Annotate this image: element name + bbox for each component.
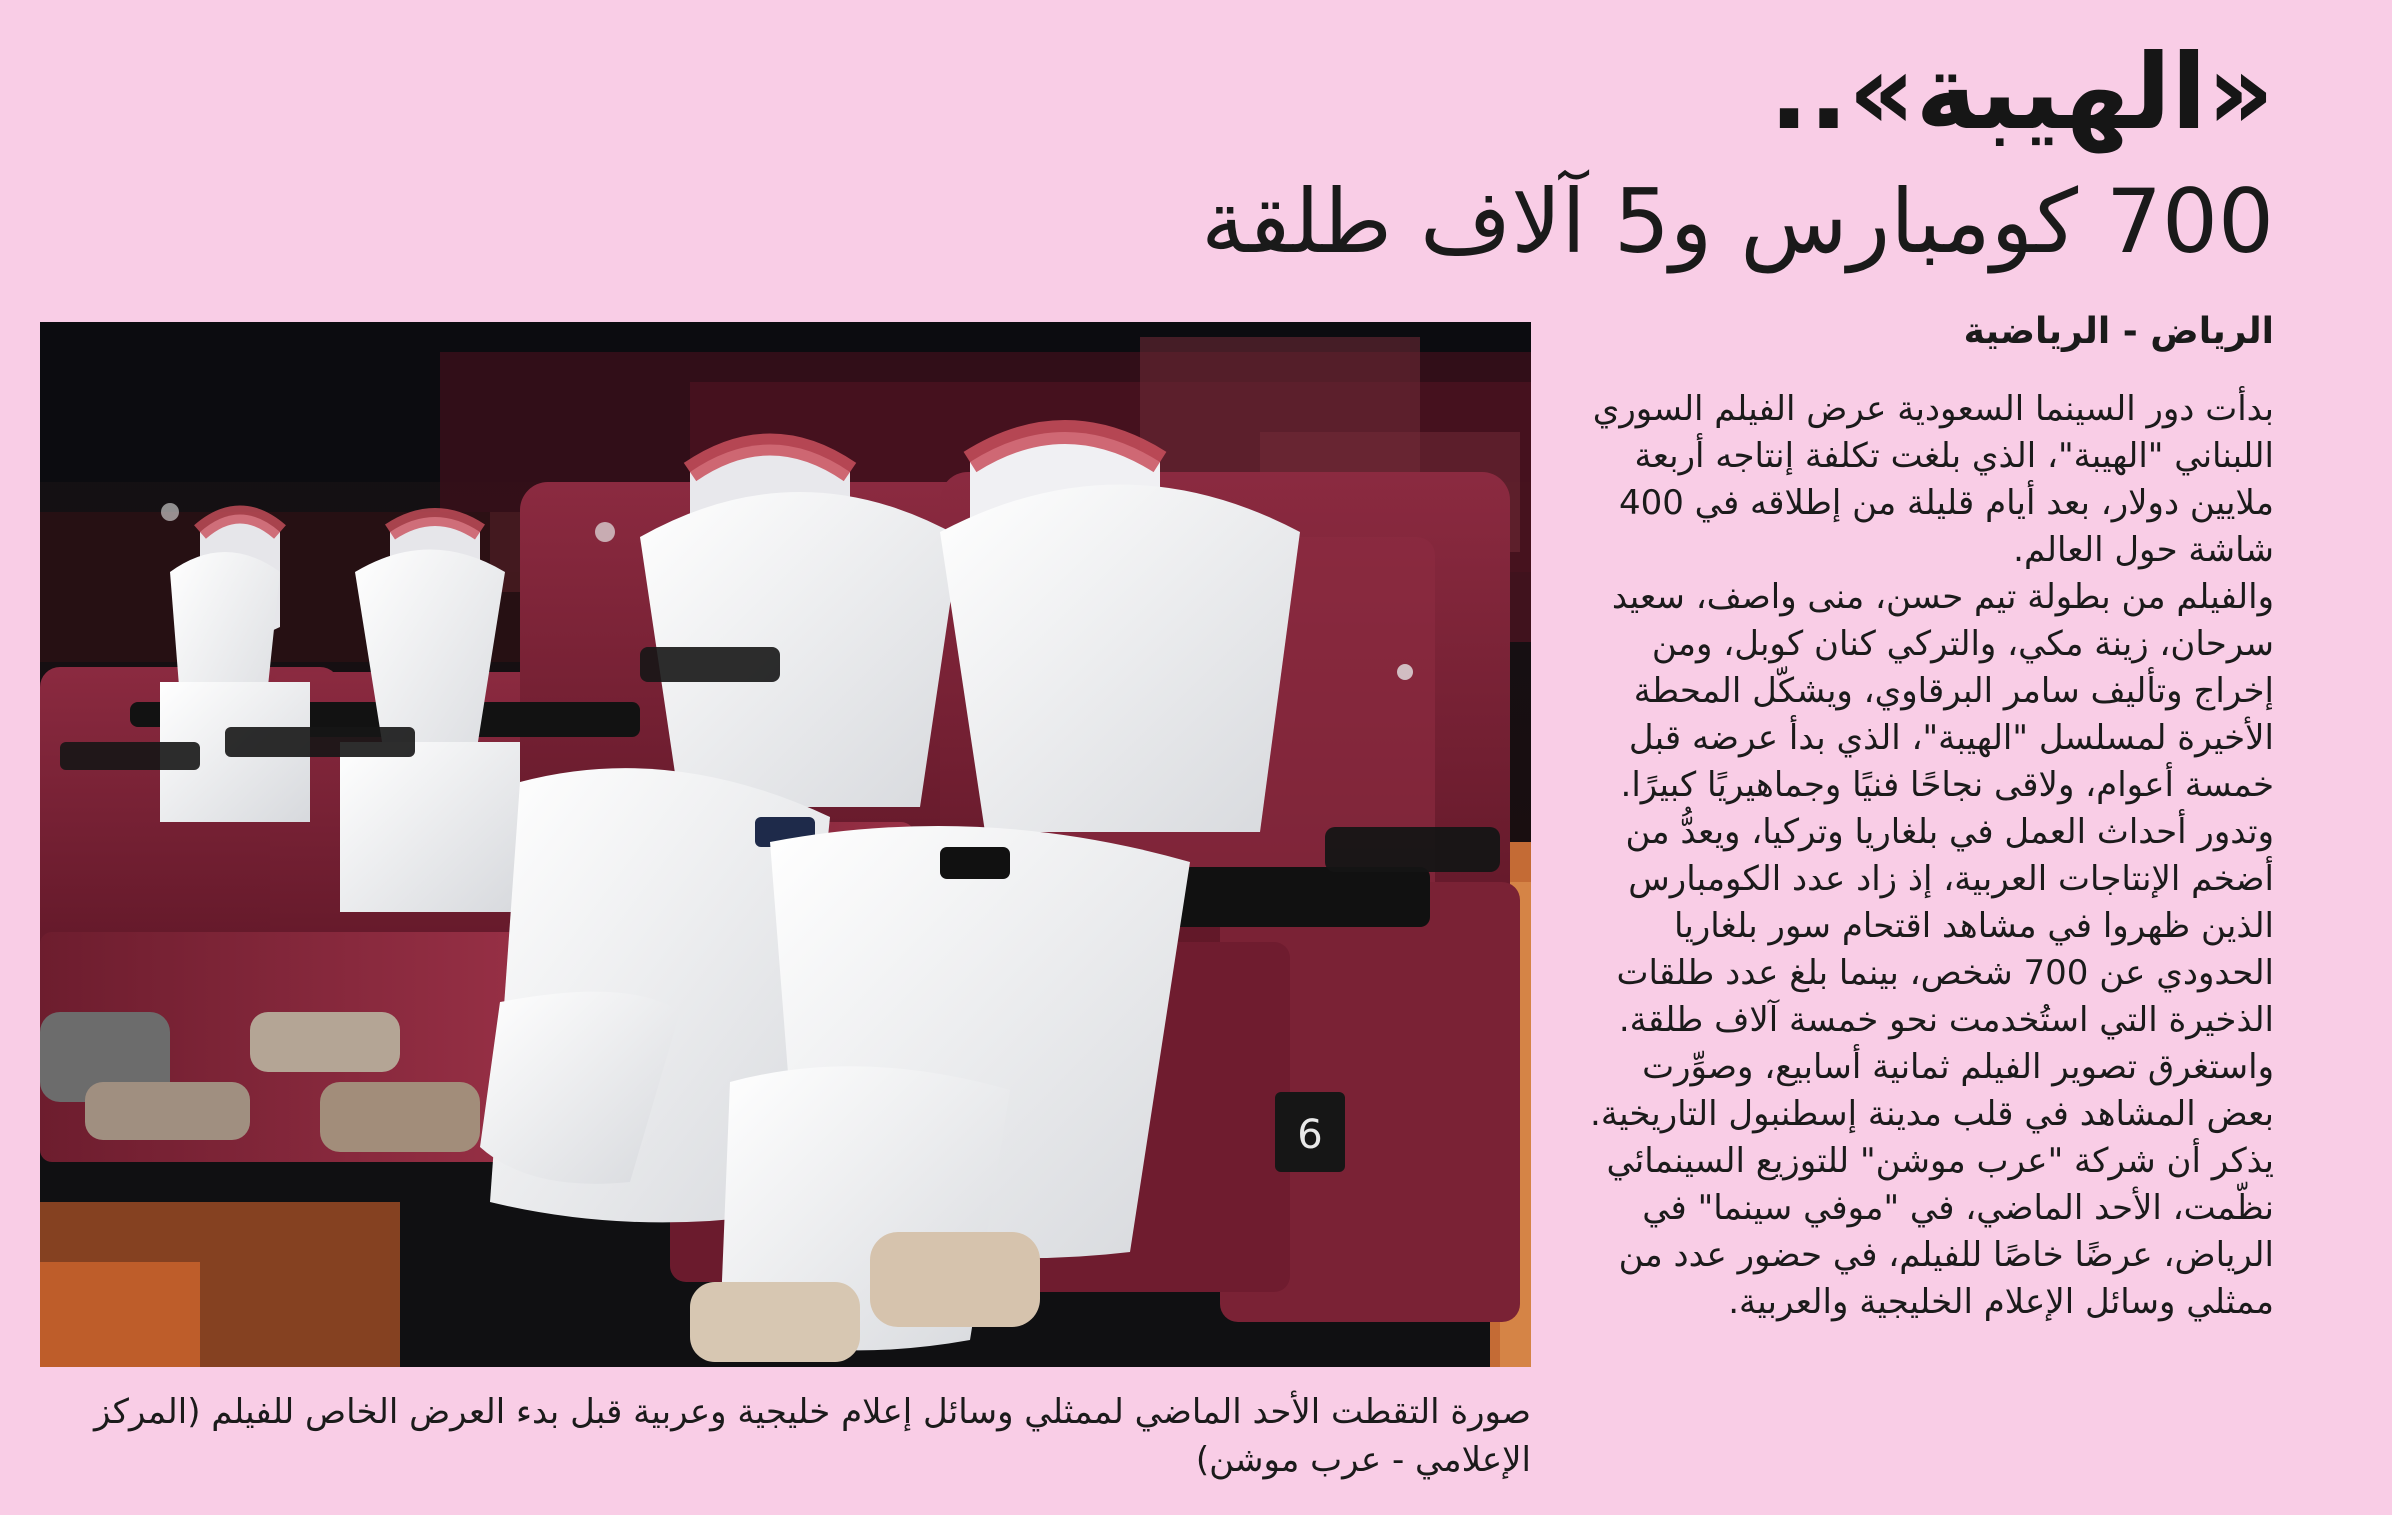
paragraph: والفيلم من بطولة تيم حسن، منى واصف، سعيد سرحان، زينة مكي، والتركي كنان كوبل، ومن إخراج وتأليف سامر البرقاوي، ويشكّل المحطة الأخيرة لمسلسل "الهيبة"، الذي بدأ عرضه قبل خمسة أعوام، ولاقى نجاحًا فنيًا وجماهيريًا كبيرًا. [1611,577,2274,805]
cinema-photo-illustration [40,322,1531,1367]
headline: «الهيبة».. [1769,31,2274,153]
article-body [1564,386,2274,1326]
paragraph: يذكر أن شركة "عرب موشن" للتوزيع السينمائي نظّمت، الأحد الماضي، في "موفي سينما" في الرياض، عرضًا خاصًا للفيلم، في حضور عدد من ممثلي وسائل الإعلام الخليجية والعربية. [1606,1141,2274,1322]
dateline: الرياض - الرياضية [1963,311,2274,352]
seat-number: 6 [1297,1112,1323,1158]
paragraph: وتدور أحداث العمل في بلغاريا وتركيا، ويعدُّ من أضخم الإنتاجات العربية، إذ زاد عدد الكومبارس الذين ظهروا في مشاهد اقتحام سور بلغاريا الحدودي عن 700 شخص، بينما بلغ عدد طلقات الذخيرة التي استُخدمت نحو خمسة آلاف طلقة. واستغرق تصوير الفيلم ثمانية أسابيع، وصوِّرت بعض المشاهد في قلب مدينة إسطنبول التاريخية. [1590,812,2274,1134]
photo-caption: صورة التقطت الأحد الماضي لممثلي وسائل إعلام خليجية وعربية قبل بدء العرض الخاص للفيلم (المركز الإعلامي - عرب موشن) [94,1392,1531,1480]
subheadline: 700 كومبارس و5 آلاف طلقة [1201,170,2274,273]
cinema-photo [40,322,1531,1367]
paragraph: بدأت دور السينما السعودية عرض الفيلم السوري اللبناني "الهيبة"، الذي بلغت تكلفة إنتاجه أربعة ملايين دولار، بعد أيام قليلة من إطلاقه في 400 شاشة حول العالم. [1592,389,2274,570]
